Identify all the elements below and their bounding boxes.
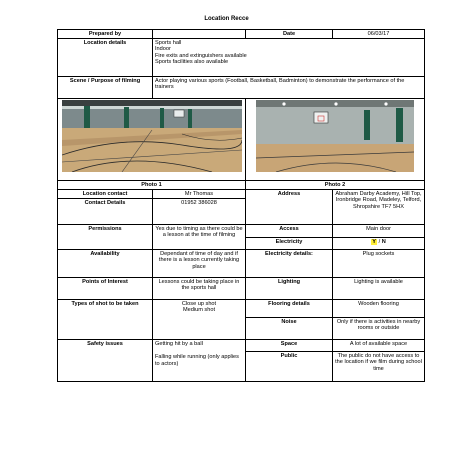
electricity-details-label: Electricity details:: [246, 250, 333, 278]
permissions-value[interactable]: Yes due to timing as there could be a lesson at the time of filming: [153, 225, 246, 250]
contact-details-value[interactable]: 01952 386028: [153, 199, 246, 225]
address-label: Address: [246, 190, 333, 225]
scene-label: Scene / Purpose of filming: [58, 77, 153, 99]
row-permissions: [58, 225, 425, 238]
safety-issue-line: Getting hit by a ball: [155, 340, 203, 347]
photo1-cell: [58, 99, 246, 181]
row-points-of-interest: [58, 278, 425, 300]
space-value[interactable]: A lot of available space: [333, 340, 425, 352]
location-contact-value[interactable]: Mr Thomas: [153, 190, 246, 199]
flooring-value[interactable]: Wooden flooring: [333, 300, 425, 318]
document-title: Location Recce: [204, 16, 249, 22]
safety-issue-line: Falling while running (only applies to actors): [155, 354, 239, 367]
location-detail-line: Indoor: [155, 46, 171, 53]
location-detail-line: Sports hall: [155, 39, 182, 46]
row-location-details: [58, 39, 425, 77]
contact-details-label: Contact Details: [58, 199, 153, 225]
row-availability: [58, 250, 425, 278]
space-label: Space: [246, 340, 333, 352]
electricity-separator: /: [378, 238, 381, 245]
shot-type-line: Close up shot: [181, 300, 217, 307]
row-types-of-shot: [58, 300, 425, 318]
prepared-by-label: Prepared by: [58, 30, 153, 39]
access-label: Access: [246, 225, 333, 238]
spacer: [155, 347, 243, 354]
location-detail-line: Sports facilities also available: [155, 59, 229, 66]
noise-value[interactable]: Only if there is activities in nearby rooms or outside: [333, 318, 425, 340]
location-details-label: Location details: [58, 39, 153, 77]
points-of-interest-value[interactable]: Lessons could be taking place in the sports hall: [153, 278, 246, 300]
date-label: Date: [246, 30, 333, 39]
availability-value[interactable]: Dependant of time of day and if there is a lesson currently taking place: [153, 250, 246, 278]
row-prepared-by: [58, 30, 425, 39]
availability-label: Availability: [58, 250, 153, 278]
types-of-shot-value[interactable]: [153, 300, 246, 340]
photo2-cell: [246, 99, 425, 181]
location-details-value[interactable]: [153, 39, 425, 77]
date-value[interactable]: 06/03/17: [333, 30, 425, 39]
types-of-shot-label: Types of shot to be taken: [58, 300, 153, 340]
electricity-details-value[interactable]: Plug sockets: [333, 250, 425, 278]
photo1-sports-hall-image: [62, 100, 242, 172]
location-contact-label: Location contact: [58, 190, 153, 199]
location-recce-form: [57, 29, 425, 382]
row-safety: [58, 340, 425, 352]
public-value[interactable]: The public do not have access to the location if we film during school time: [333, 352, 425, 382]
points-of-interest-label: Points of Interest: [58, 278, 153, 300]
safety-issues-label: Safety issues: [58, 340, 153, 382]
lighting-value[interactable]: Lighting is available: [333, 278, 425, 300]
row-photo-labels: [58, 181, 425, 190]
row-scene: [58, 77, 425, 99]
scene-value[interactable]: Actor playing various sports (Football, Basketball, Badminton) to demonstrate the performance of the trainers: [153, 77, 425, 99]
prepared-by-value[interactable]: [153, 30, 246, 39]
safety-issues-value[interactable]: [153, 340, 246, 382]
electricity-label: Electricity: [246, 238, 333, 250]
noise-label: Noise: [246, 318, 333, 340]
public-label: Public: [246, 352, 333, 382]
photo2-sports-hall-image: [256, 100, 414, 172]
electricity-yes-no[interactable]: [333, 238, 425, 250]
row-location-contact: [58, 190, 425, 199]
access-value[interactable]: Main door: [333, 225, 425, 238]
address-value[interactable]: Abraham Darby Academy, Hill Top, Ironbridge Road, Madeley, Telford, Shropshire TF7 5HX: [333, 190, 425, 225]
flooring-label: Flooring details: [246, 300, 333, 318]
photo1-label: Photo 1: [58, 181, 246, 190]
photo2-label: Photo 2: [246, 181, 425, 190]
shot-type-line: Medium shot: [182, 307, 216, 314]
location-detail-line: Fire exits and extinguishers available: [155, 52, 247, 59]
row-photos: [58, 99, 425, 181]
permissions-label: Permissions: [58, 225, 153, 250]
electricity-no-option[interactable]: N: [381, 238, 386, 245]
electricity-yes-option[interactable]: Y: [372, 238, 376, 245]
lighting-label: Lighting: [246, 278, 333, 300]
